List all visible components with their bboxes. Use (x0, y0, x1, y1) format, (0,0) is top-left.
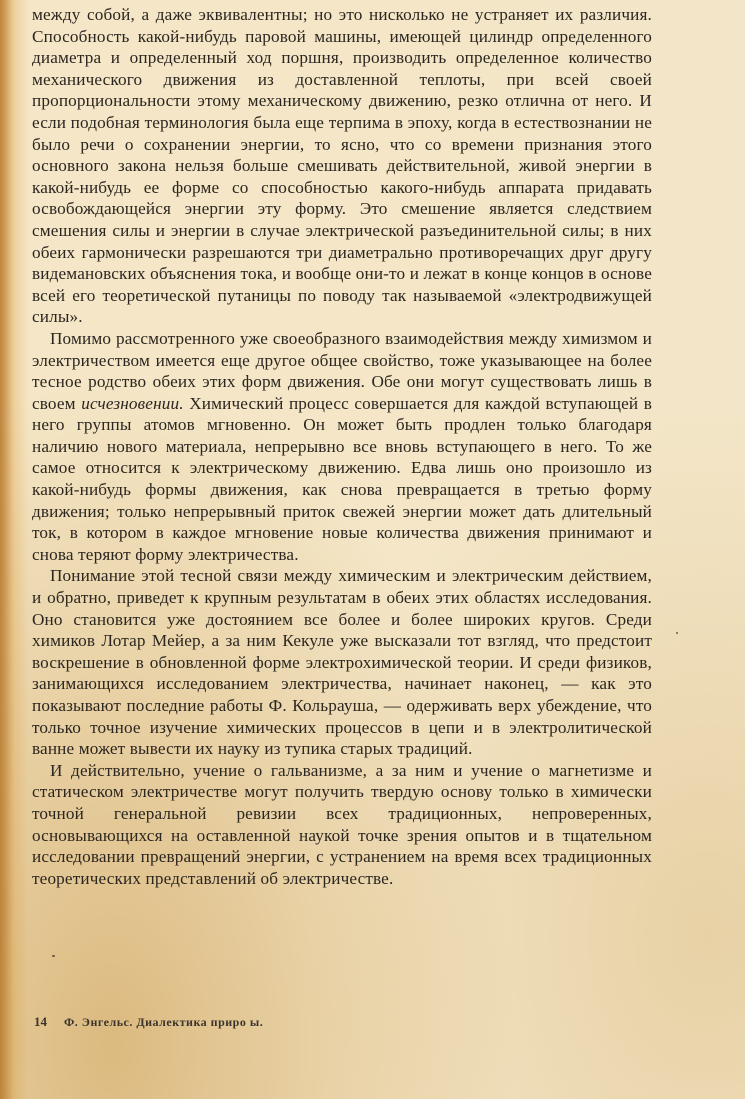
page-footer (34, 1014, 263, 1030)
paragraph-1 (32, 4, 652, 328)
spine-shadow (0, 0, 14, 1099)
signature-text: Ф. Энгельс. Диалектика приро ы. (64, 1015, 264, 1029)
paragraph-4 (32, 760, 652, 890)
paragraph-2-text-start: Помимо рассмотренного уже своеобразного взаимодействия между химизмом и электричеством имеется еще другое общее свойство, тоже указывающее на более тесное родство обеих этих форм движения. Обе они могут существовать лишь в своем (32, 328, 652, 413)
paragraph-2-text-end: Химический процесс совершается для каждой вступающей в него группы атомов мгновенно. Он может быть продлен только благодаря наличию нового материала, непрерывно все вновь вступающего в него. То же самое относится к электрическому движению. Едва лишь оно произошло из какой-нибудь формы движения, как снова превращается в третью форму движения; только непрерывный приток свежей энергии может дать длительный ток, в котором в каждое мгновение новые количества движения принимают и снова теряют форму электричества. (32, 393, 652, 564)
paragraph-3 (32, 565, 652, 759)
body-text (32, 4, 652, 889)
paper-speck (676, 632, 678, 634)
paragraph-3-text: Понимание этой тесной связи между химическим и электрическим действием, и обратно, приведет к крупным результатам в обеих этих областях исследования. Оно становится уже достоянием все более и более широких кругов. Среди химиков Лотар Мейер, а за ним Кекуле уже высказали тот взгляд, что предстоит воскрешение в обновленной форме электрохимической теории. И среди физиков, занимающихся исследованием электричества, начинает наконец, — как это показывают последние работы Ф. Кольрауша, — одерживать верх убеждение, что только точное изучение химических процессов в цепи и в электролитической ванне может вывести их науку из тупика старых традиций. (32, 566, 652, 759)
paragraph-4-text: И действительно, учение о гальванизме, а за ним и учение о магнетизме и статическом электричестве могут получить твердую основу только в химически точной генеральной ревизии всех традиционных, непроверенных, основывающихся на оставленной наукой точке зрения опытов и в тщательном исследовании превращений энергии, с устранением на время всех традиционных теоретических представлений об электричестве. (32, 760, 652, 888)
paragraph-2 (32, 328, 652, 566)
signature-number: 14 (34, 1014, 47, 1029)
paragraph-2-emphasis: исчезновении. (81, 393, 184, 413)
paper-speck (52, 955, 55, 957)
paragraph-1-text: между собой, а даже эквивалентны; но это нисколько не устраняет их различия. Способность какой-нибудь паровой машины, имеющей цилиндр определенного диаметра и определенный ход поршня, производить определенное количество механического движения из доставленной теплоты, при всей своей пропорциональности этому механическому движению, резко отлична от него. И если подобная терминология была еще терпима в эпоху, когда в естествознании не было речи о сохранении энергии, то ясно, что со времени признания этого основного закона нельзя больше смешивать действительной, живой энергии в какой-нибудь ее форме со способностью какого-нибудь аппарата придавать освобождающейся энергии эту форму. Это смешение является следствием смешения силы и энергии в случае электрической разъединительной силы; в них обеих гармонически разрешаются три диаметрально противоречащих друг другу видемановских объяснения тока, и вообще они-то и лежат в конце концов в основе всей его теоретической путаницы по поводу так называемой «электродвижущей силы». (32, 5, 652, 327)
